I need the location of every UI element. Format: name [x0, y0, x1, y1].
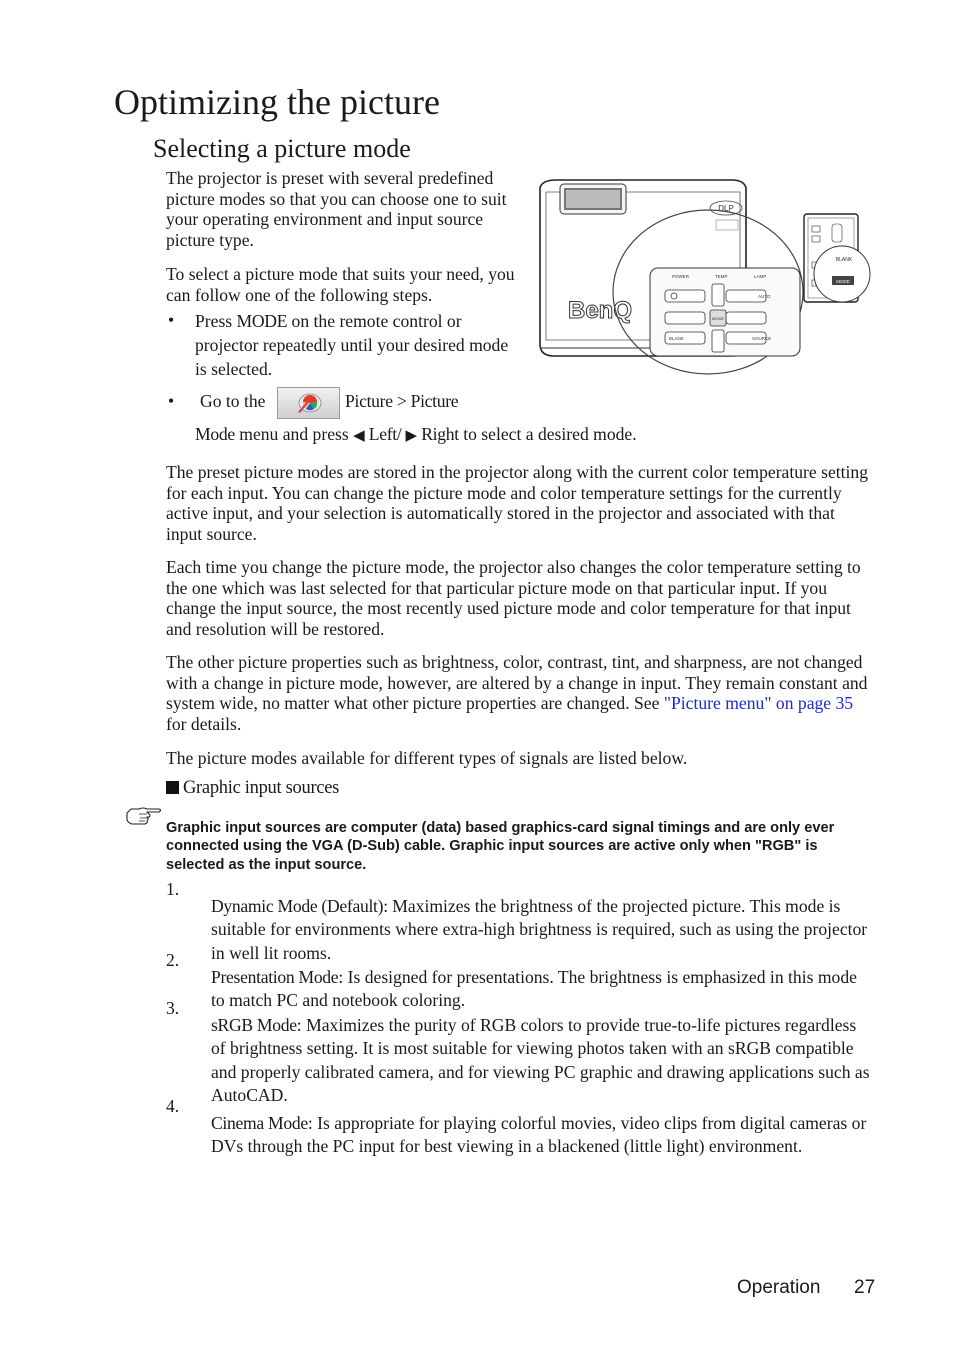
- svg-text:AUTO: AUTO: [758, 294, 771, 299]
- step2-text-mid: menu and press: [234, 424, 354, 444]
- step-picture-menu: [195, 424, 795, 447]
- svg-text:DLP: DLP: [718, 204, 734, 213]
- right-arrow-icon: ▶: [405, 428, 418, 444]
- intro-paragraph-1: The projector is preset with several predefined picture modes so that you can choose one to suit your operating environment and input source picture type.: [166, 168, 507, 250]
- bullet-marker: •: [168, 310, 175, 330]
- svg-text:BLANK: BLANK: [669, 336, 684, 341]
- body-paragraph-1: The preset picture modes are stored in the projector along with the current color temperature setting for each input. You can change the picture mode and color temperature settings for the currently active input, and your selection is automatically stored in the projector and associated with that input source.: [166, 462, 869, 544]
- projector-illustration: [532, 176, 877, 378]
- mode-description: Maximizes the brightness of the projected picture. This mode is suitable for environments where extra-high brightness is required, such as using the projector in well lit rooms.: [211, 895, 868, 963]
- step-mode-button: [195, 309, 513, 381]
- subsection-title: Graphic input sources: [183, 778, 340, 798]
- body-paragraph-3-pre: The other picture properties such as brightness, color, contrast, tint, and sharpness, are not changed with a change in picture mode, however, are altered by a change in input. They remain constant and system wide, no matter what other picture properties are changed. See: [166, 652, 868, 713]
- menu-separator: >: [392, 391, 411, 411]
- mode-name: Cinema Mode: [211, 1112, 308, 1133]
- svg-text:TEMP: TEMP: [715, 274, 728, 279]
- step1-text-post: on the remote control or projector repeatedly until your desired mode is selected.: [195, 311, 509, 379]
- pointing-hand-icon: [125, 805, 163, 827]
- note-text: Graphic input sources are computer (data) based graphics-card signal timings and are only ever connected using the VGA (D-Sub) cable. Graphic input sources are active only when "RGB" is selected as the input source.: [166, 819, 835, 873]
- picture-menu-icon: [277, 387, 340, 419]
- picture-menu-link[interactable]: "Picture menu" on page 35: [663, 693, 854, 713]
- right-key-label: Right: [417, 424, 459, 444]
- picture-menu-path: [345, 391, 458, 412]
- body-paragraph-4: The picture modes available for different types of signals are listed below.: [166, 748, 688, 768]
- mode-item-cinema: [211, 1112, 874, 1159]
- list-number: 2.: [166, 950, 180, 970]
- body-paragraph-2: Each time you change the picture mode, the projector also changes the color temperature setting to the one which was last selected for that particular picture mode on that particular input. If you change the input source, the most recently used picture mode and color temperature for that input and resolution will be restored.: [166, 557, 861, 639]
- list-number: 3.: [166, 998, 180, 1018]
- mode-name: Presentation Mode: [211, 966, 339, 987]
- mode-item-dynamic: [211, 895, 874, 966]
- mode-item-srgb: [211, 1014, 874, 1108]
- svg-text:LAMP: LAMP: [754, 274, 767, 279]
- menu-mode-label: Mode: [195, 424, 235, 444]
- svg-text:POWER: POWER: [672, 274, 690, 279]
- mode-name: Dynamic Mode (Default):: [211, 895, 388, 916]
- mode-description: : Is appropriate for playing colorful movies, video clips from digital cameras or DVs through the PC input for best viewing in a blackened (little light) environment.: [211, 1112, 867, 1157]
- svg-text:MODE: MODE: [712, 316, 724, 321]
- footer-section-label: Operation: [737, 1277, 821, 1298]
- square-bullet-icon: [166, 781, 179, 794]
- control-panel: [650, 268, 800, 356]
- svg-text:BLANK: BLANK: [835, 257, 853, 263]
- body-paragraph-3: [166, 652, 872, 734]
- svg-text:SOURCE: SOURCE: [752, 336, 772, 341]
- list-number: 4.: [166, 1096, 180, 1116]
- page-number: 27: [854, 1277, 876, 1298]
- mode-name: sRGB Mode: [211, 1014, 297, 1035]
- intro-paragraph-2: To select a picture mode that suits your need, you can follow one of the following steps.: [166, 264, 515, 305]
- mode-description: : Is designed for presentations. The brightness is emphasized in this mode to match PC and notebook coloring.: [211, 966, 857, 1011]
- page-title: Optimizing the picture: [114, 82, 440, 122]
- remote-control-illustration: [804, 214, 870, 302]
- left-arrow-icon: ◀: [353, 428, 365, 444]
- body-paragraph-3-post: for details.: [166, 713, 242, 734]
- lens: [560, 184, 626, 214]
- left-key-label: Left/: [364, 424, 406, 444]
- step2-text-pre: Go to the: [200, 391, 266, 411]
- bullet-marker: •: [168, 391, 175, 411]
- step2-text-post: to select a desired mode.: [458, 424, 637, 444]
- step1-text-pre: Press: [195, 311, 237, 331]
- mode-key-label: MODE: [236, 311, 288, 331]
- section-title: Selecting a picture mode: [153, 134, 411, 163]
- mode-item-presentation: [211, 966, 874, 1013]
- menu-picture-mode-label: Picture: [410, 391, 459, 411]
- subsection-heading: [166, 778, 339, 799]
- menu-picture-label: Picture: [345, 391, 393, 411]
- list-number: 1.: [166, 879, 180, 899]
- color-palette-icon: [278, 388, 339, 418]
- mode-description: : Maximizes the purity of RGB colors to provide true-to-life pictures regardless of brightness setting. It is most suitable for viewing photos taken with an sRGB compatible and properly calibrated camera, and for viewing PC graphic and drawing applications such as AutoCAD.: [211, 1014, 870, 1106]
- benq-logo: BenQ: [568, 297, 633, 324]
- svg-text:MODE: MODE: [836, 279, 850, 284]
